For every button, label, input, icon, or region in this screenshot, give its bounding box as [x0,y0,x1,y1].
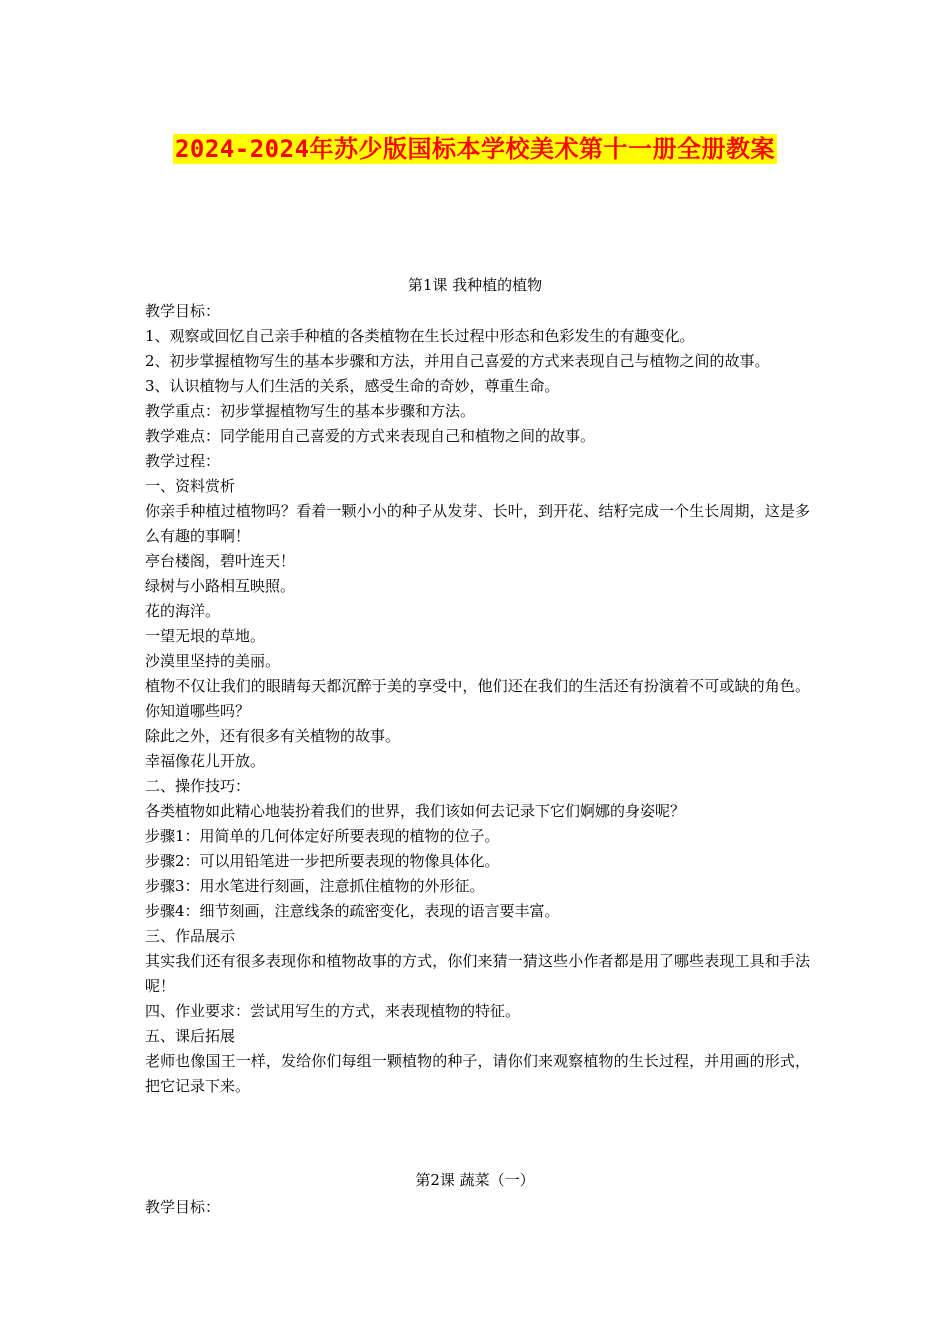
paragraph: 绿树与小路相互映照。 [145,577,296,595]
paragraph: 除此之外，还有很多有关植物的故事。 [145,727,401,745]
paragraph: 二、操作技巧： [145,777,251,795]
paragraph: 步骤1：用简单的几何体定好所要表现的植物的位子。 [145,827,500,845]
lesson-2-heading: 第2课 蔬菜（一） [415,1171,535,1189]
paragraph: 三、作品展示 [145,927,236,945]
lesson-1-heading: 第1课 我种植的植物 [407,276,543,294]
paragraph: 教学目标： [145,1198,221,1216]
paragraph: 2、初步掌握植物写生的基本步骤和方法，并用自己喜爱的方式来表现自己与植物之间的故事。 [145,352,770,370]
document-title-text: 2024-2024年苏少版国标本学校美术第十一册全册教案 [174,135,776,163]
lesson-1-body [145,299,810,1099]
paragraph: 教学难点：同学能用自己喜爱的方式来表现自己和植物之间的故事。 [145,427,596,445]
paragraph: 教学过程： [145,452,221,470]
paragraph: 一望无垠的草地。 [145,627,266,645]
paragraph: 教学目标： [145,302,221,320]
paragraph: 1、观察或回忆自己亲手种植的各类植物在生长过程中形态和色彩发生的有趣变化。 [145,327,695,345]
document-title [0,134,950,164]
paragraph: 步骤4：细节刻画，注意线条的疏密变化，表现的语言要丰富。 [145,902,560,920]
paragraph: 步骤3：用水笔进行刻画，注意抓住植物的外形征。 [145,877,485,895]
paragraph: 各类植物如此精心地装扮着我们的世界，我们该如何去记录下它们婀娜的身姿呢？ [145,802,686,820]
paragraph: 五、课后拓展 [145,1027,236,1045]
paragraph: 植物不仅让我们的眼睛每天都沉醉于美的享受中，他们还在我们的生活还有扮演着不可或缺的角色。你知道哪些吗？ [145,677,810,720]
paragraph: 你亲手种植过植物吗？看着一颗小小的种子从发芽、长叶，到开花、结籽完成一个生长周期，这是多么有趣的事啊！ [145,502,810,545]
paragraph: 教学重点：初步掌握植物写生的基本步骤和方法。 [145,402,476,420]
paragraph: 花的海洋。 [145,602,221,620]
paragraph: 四、作业要求：尝试用写生的方式，来表现植物的特征。 [145,1002,521,1020]
paragraph: 沙漠里坚持的美丽。 [145,652,281,670]
paragraph: 3、认识植物与人们生活的关系，感受生命的奇妙，尊重生命。 [145,377,560,395]
paragraph: 幸福像花儿开放。 [145,752,266,770]
paragraph: 老师也像国王一样，发给你们每组一颗植物的种子，请你们来观察植物的生长过程，并用画的形式，把它记录下来。 [145,1052,810,1095]
paragraph: 亭台楼阁，碧叶连天！ [145,552,296,570]
paragraph: 其实我们还有很多表现你和植物故事的方式，你们来猜一猜这些小作者都是用了哪些表现工具和手法呢！ [145,952,810,995]
paragraph: 步骤2：可以用铅笔进一步把所要表现的物像具体化。 [145,852,500,870]
paragraph: 一、资料赏析 [145,477,236,495]
lesson-2-body [145,1195,810,1220]
